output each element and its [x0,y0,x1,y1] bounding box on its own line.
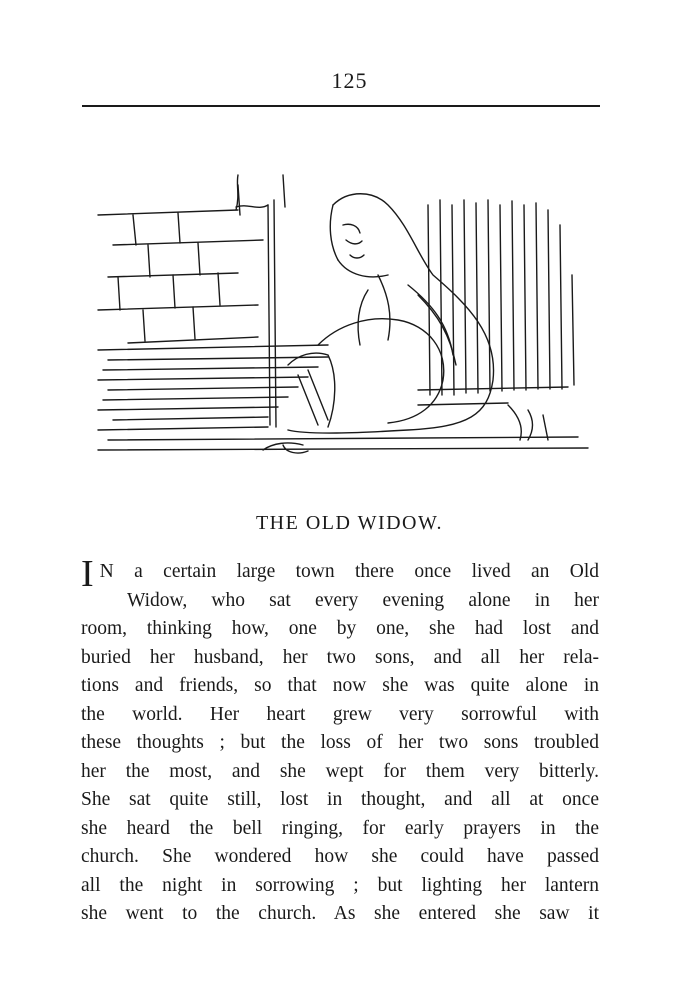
header-rule [82,105,600,107]
text-line: church. She wondered how she could have passed [81,846,599,867]
text-line: Widow, who sat every evening alone in her [127,589,599,611]
text-line: tions and friends, so that now she was quite alone in [81,675,599,696]
text-line: she heard the bell ringing, for early prayers in the [81,817,599,839]
text-line: her the most, and she wept for them very bitterly. [81,760,599,782]
old-widow-engraving-icon [88,165,598,470]
text-line: room, thinking how, one by one, she had lost and [81,618,599,639]
text-line [81,553,599,595]
story-body [81,553,599,929]
text-line-content: N a certain large town there once lived an Old [99,561,599,582]
text-line: she went to the church. As she entered she saw it [81,903,599,924]
story-title: THE OLD WIDOW. [255,512,444,534]
text-line: these thoughts ; but the loss of her two sons troubled [81,732,599,753]
text-line: She sat quite still, lost in thought, and all at once [81,789,599,810]
text-line: the world. Her heart grew very sorrowful with [81,703,599,725]
text-line: buried her husband, her two sons, and all her rela- [81,646,599,668]
page-number: 125 [331,68,368,93]
text-line: all the night in sorrowing ; but lighting her lantern [81,874,599,896]
drop-cap: I [81,553,94,595]
